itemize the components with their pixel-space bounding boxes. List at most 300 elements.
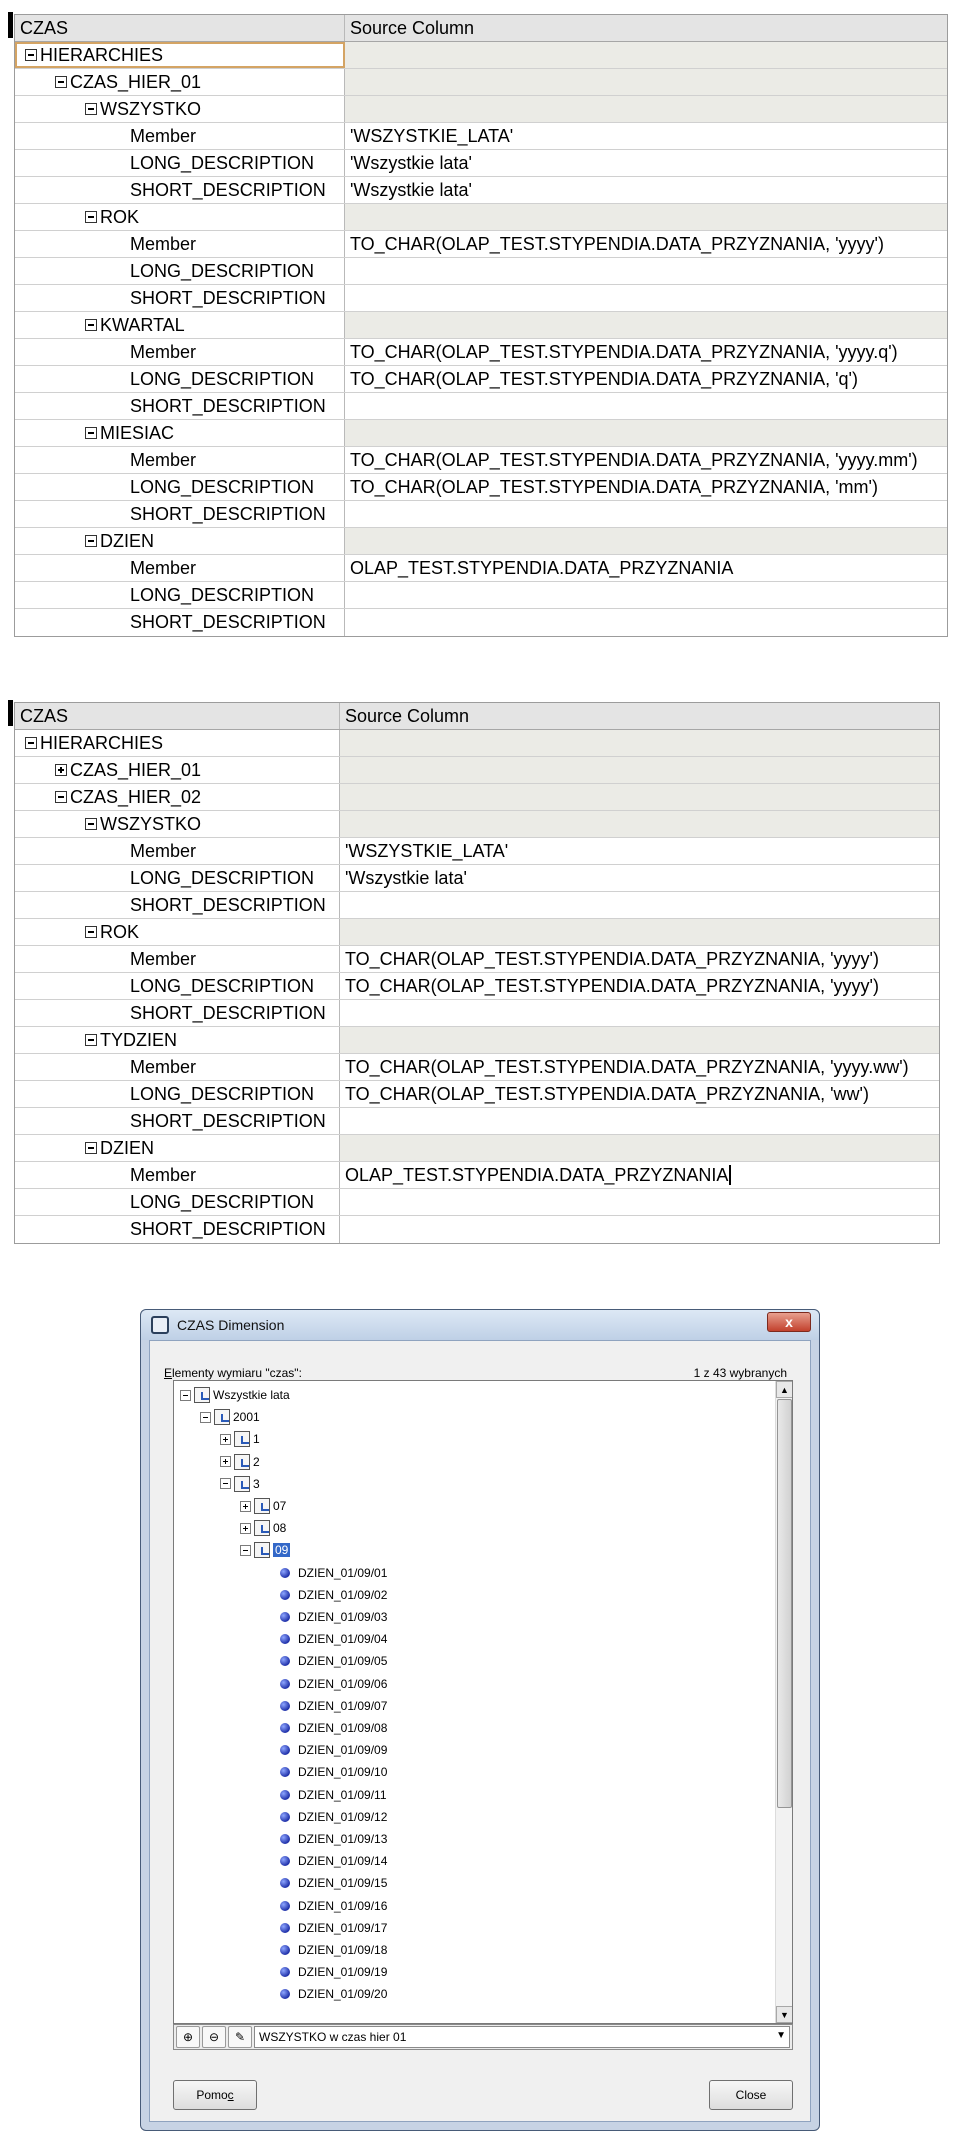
collapse-icon[interactable]	[85, 535, 97, 547]
row-label-cell[interactable]	[15, 582, 345, 608]
row-label: Member	[130, 1056, 197, 1077]
grid-row[interactable]	[15, 811, 939, 838]
source-column-cell[interactable]	[345, 231, 947, 257]
grid-row[interactable]	[15, 946, 939, 973]
column-header-source-column[interactable]: Source Column	[350, 17, 475, 38]
collapse-icon: ⊖	[208, 2030, 220, 2044]
row-label-cell[interactable]	[15, 42, 345, 68]
collapse-icon[interactable]	[55, 76, 67, 88]
grid-row[interactable]	[15, 42, 947, 69]
row-label: SHORT_DESCRIPTION	[130, 1219, 326, 1239]
tree-item-label: DZIEN_01/09/18	[298, 1943, 388, 1957]
tree-node[interactable]	[220, 1473, 260, 1495]
row-label: LONG_DESCRIPTION	[130, 368, 315, 389]
source-column-cell[interactable]	[340, 919, 939, 945]
grid-row[interactable]	[15, 1000, 939, 1027]
expand-icon: ⊕	[182, 2030, 194, 2044]
hierarchy-level-icon	[234, 1476, 250, 1492]
grid-row[interactable]	[15, 973, 939, 1000]
source-column-cell[interactable]	[345, 123, 947, 149]
row-label: SHORT_DESCRIPTION	[130, 395, 326, 416]
tree-item-label: 09	[275, 1543, 289, 1558]
text-caret	[729, 1165, 731, 1185]
grid-row[interactable]	[15, 285, 947, 312]
elements-label: Elementy wymiaru "czas":	[164, 1366, 302, 1380]
tree-item-label: 1	[253, 1432, 260, 1447]
row-label: LONG_DESCRIPTION	[130, 1191, 315, 1212]
source-column-cell[interactable]	[345, 501, 947, 527]
tree-item-label: DZIEN_01/09/12	[298, 1809, 388, 1824]
grid-row[interactable]	[15, 366, 947, 393]
source-column-cell[interactable]	[340, 865, 939, 891]
tree-leaf-item[interactable]	[280, 1650, 387, 1672]
source-column-cell[interactable]	[340, 1189, 939, 1215]
source-column-cell[interactable]	[340, 757, 939, 783]
row-label: LONG_DESCRIPTION	[130, 152, 315, 173]
tree-node[interactable]	[240, 1495, 286, 1517]
expand-all-button[interactable]	[176, 2026, 200, 2048]
tree-node[interactable]	[180, 1384, 290, 1406]
tree-item-label: DZIEN_01/09/15	[298, 1876, 388, 1891]
member-dot-icon	[280, 1967, 290, 1977]
grid-row[interactable]	[15, 204, 947, 231]
row-label: SHORT_DESCRIPTION	[130, 894, 326, 915]
source-column-cell[interactable]	[340, 1135, 939, 1161]
grid-row[interactable]	[15, 838, 939, 865]
row-label: HIERARCHIES	[40, 732, 164, 753]
grid-row[interactable]	[15, 609, 947, 636]
source-column-cell[interactable]	[340, 1000, 939, 1026]
column-header-czas[interactable]: CZAS	[15, 703, 340, 729]
grid-row[interactable]	[15, 730, 939, 757]
hierarchy-level-icon	[254, 1520, 270, 1536]
grid-row[interactable]	[15, 919, 939, 946]
tree-leaf-item[interactable]	[280, 1850, 387, 1872]
collapse-all-button[interactable]	[202, 2026, 226, 2048]
grid-row[interactable]	[15, 1027, 939, 1054]
member-dot-icon	[280, 1745, 290, 1755]
row-label: DZIEN	[100, 1137, 154, 1158]
collapse-icon[interactable]	[85, 427, 97, 439]
source-column-value: TO_CHAR(OLAP_TEST.STYPENDIA.DATA_PRZYZNANIA, 'yyyy')	[345, 975, 879, 996]
czas-dimension-dialog	[140, 1309, 820, 2131]
grid-row[interactable]	[15, 447, 947, 474]
scrollbar-thumb[interactable]	[777, 1399, 792, 1808]
source-column-cell[interactable]	[340, 1054, 939, 1080]
row-label: Member	[130, 341, 197, 362]
tree-item-label: 2001	[233, 1410, 260, 1425]
grid-row[interactable]	[15, 892, 939, 919]
expand-icon[interactable]	[220, 1456, 231, 1467]
tree-item-label: Wszystkie lata	[213, 1388, 290, 1402]
dialog-titlebar[interactable]	[141, 1310, 819, 1340]
grid-header	[15, 703, 939, 730]
row-label: SHORT_DESCRIPTION	[130, 1110, 326, 1131]
source-column-value: 'Wszystkie lata'	[345, 867, 467, 888]
tree-leaf-item[interactable]	[280, 1584, 387, 1606]
grid-row[interactable]	[15, 1054, 939, 1081]
tree-leaf-item[interactable]	[280, 1806, 387, 1828]
dialog-title: CZAS Dimension	[177, 1317, 285, 1333]
grid-row[interactable]	[15, 1189, 939, 1216]
row-label: LONG_DESCRIPTION	[130, 1083, 315, 1104]
edge-marker	[8, 700, 13, 726]
grid-row[interactable]	[15, 150, 947, 177]
member-dot-icon	[280, 1701, 290, 1711]
row-label-cell[interactable]	[15, 609, 345, 636]
row-label-cell[interactable]	[15, 838, 340, 864]
row-label-cell[interactable]	[15, 730, 340, 756]
tree-item-label: DZIEN_01/09/03	[298, 1610, 388, 1624]
tree-item-label: DZIEN_01/09/06	[298, 1676, 388, 1691]
expand-icon[interactable]	[220, 1434, 231, 1445]
row-label: SHORT_DESCRIPTION	[130, 287, 326, 308]
grid-row[interactable]	[15, 582, 947, 609]
collapse-icon[interactable]	[85, 1034, 97, 1046]
tree-leaf-item[interactable]	[280, 1917, 387, 1939]
source-column-value: TO_CHAR(OLAP_TEST.STYPENDIA.DATA_PRZYZNANIA, 'yyyy.q')	[350, 341, 898, 362]
edge-marker	[8, 12, 13, 38]
row-label-cell[interactable]	[15, 946, 340, 972]
grid-row[interactable]	[15, 96, 947, 123]
grid-row[interactable]	[15, 865, 939, 892]
grid-row[interactable]	[15, 1081, 939, 1108]
tree-leaf-item[interactable]	[280, 1606, 387, 1628]
source-column-cell[interactable]	[345, 366, 947, 392]
member-dot-icon	[280, 1945, 290, 1955]
hierarchy-level-icon	[254, 1542, 270, 1558]
grid-row[interactable]	[15, 393, 947, 420]
collapse-icon[interactable]	[200, 1412, 211, 1423]
row-label-cell[interactable]	[15, 1027, 340, 1053]
source-column-cell[interactable]	[340, 811, 939, 837]
row-label-cell[interactable]	[15, 420, 345, 446]
source-column-cell[interactable]	[345, 312, 947, 338]
source-column-cell[interactable]	[340, 973, 939, 999]
member-dot-icon	[280, 1723, 290, 1733]
row-label-cell[interactable]	[15, 919, 340, 945]
tree-item-label: DZIEN_01/09/04	[298, 1632, 388, 1647]
vertical-scrollbar[interactable]	[775, 1381, 792, 2023]
collapse-icon[interactable]	[240, 1545, 251, 1556]
row-label: LONG_DESCRIPTION	[130, 867, 315, 888]
tree-item-label: DZIEN_01/09/19	[298, 1965, 388, 1980]
dimension-icon	[151, 1316, 169, 1334]
row-label: SHORT_DESCRIPTION	[130, 1002, 326, 1023]
tree-item-label: DZIEN_01/09/08	[298, 1721, 388, 1735]
tree-item-label: DZIEN_01/09/02	[298, 1587, 388, 1602]
tree-leaf-item[interactable]	[280, 1761, 387, 1783]
source-column-cell[interactable]	[340, 1081, 939, 1107]
source-column-value: TO_CHAR(OLAP_TEST.STYPENDIA.DATA_PRZYZNANIA, 'yyyy.mm')	[350, 449, 918, 470]
grid-row[interactable]	[15, 1162, 939, 1189]
hierarchy-button[interactable]	[228, 2026, 252, 2048]
grid-row[interactable]	[15, 177, 947, 204]
tree-item-label: DZIEN_01/09/10	[298, 1765, 388, 1780]
collapse-icon[interactable]	[85, 926, 97, 938]
row-label: ROK	[100, 206, 140, 227]
source-column-cell[interactable]	[345, 339, 947, 365]
source-column-cell[interactable]	[340, 1216, 939, 1243]
row-label-cell[interactable]	[15, 1054, 340, 1080]
hierarchy-icon: ✎	[234, 2030, 246, 2044]
source-column-cell[interactable]	[345, 420, 947, 446]
member-dot-icon	[280, 1856, 290, 1866]
collapse-icon[interactable]	[85, 319, 97, 331]
tree-leaf-item[interactable]	[280, 1739, 387, 1761]
row-label-cell[interactable]	[15, 811, 340, 837]
close-button[interactable]: Close	[709, 2080, 793, 2110]
member-dot-icon	[280, 1634, 290, 1644]
tree-node[interactable]	[240, 1517, 286, 1539]
row-label-cell[interactable]	[15, 285, 345, 311]
expand-icon[interactable]	[55, 764, 67, 776]
grid-row[interactable]	[15, 1108, 939, 1135]
source-column-cell[interactable]	[345, 447, 947, 473]
hierarchy-level-icon	[254, 1498, 270, 1514]
hierarchy-level-icon	[234, 1454, 250, 1470]
source-column-cell[interactable]	[340, 1027, 939, 1053]
tree-leaf-item[interactable]	[280, 1628, 387, 1650]
row-label: SHORT_DESCRIPTION	[130, 503, 326, 524]
grid-row[interactable]	[15, 555, 947, 582]
tree-leaf-item[interactable]	[280, 1983, 387, 2005]
source-column-cell[interactable]	[340, 838, 939, 864]
row-label-cell[interactable]	[15, 784, 340, 810]
grid-row[interactable]	[15, 339, 947, 366]
selection-count: 1 z 43 wybranych	[693, 1366, 787, 1380]
source-column-cell[interactable]	[345, 150, 947, 176]
tree-item-label: DZIEN_01/09/13	[298, 1832, 388, 1846]
member-dot-icon	[280, 1590, 290, 1600]
hierarchy-select[interactable]: WSZYSTKO w czas hier 01 ▼	[254, 2026, 790, 2048]
scroll-down-icon[interactable]: ▼	[776, 2006, 793, 2023]
member-dot-icon	[280, 1834, 290, 1844]
tree-leaf-item[interactable]	[280, 1695, 387, 1717]
collapse-icon[interactable]	[25, 49, 37, 61]
tree-leaf-item[interactable]	[280, 1717, 387, 1739]
collapse-icon[interactable]	[85, 211, 97, 223]
row-label-cell[interactable]	[15, 892, 340, 918]
row-label-cell[interactable]	[15, 150, 345, 176]
tree-item-label: DZIEN_01/09/20	[298, 1987, 388, 2002]
source-column-cell[interactable]	[345, 69, 947, 95]
grid-row[interactable]	[15, 528, 947, 555]
row-label: SHORT_DESCRIPTION	[130, 179, 326, 200]
source-column-cell[interactable]	[340, 1108, 939, 1134]
grid-row[interactable]	[15, 420, 947, 447]
grid-row[interactable]	[15, 123, 947, 150]
row-label: Member	[130, 948, 197, 969]
row-label: Member	[130, 557, 197, 578]
tree-leaf-item[interactable]	[280, 1961, 387, 1983]
row-label-cell[interactable]	[15, 366, 345, 392]
source-column-cell[interactable]	[345, 42, 947, 68]
grid-row[interactable]	[15, 312, 947, 339]
row-label: CZAS_HIER_01	[70, 759, 202, 780]
row-label-cell[interactable]	[15, 1216, 340, 1243]
source-column-value: TO_CHAR(OLAP_TEST.STYPENDIA.DATA_PRZYZNANIA, 'yyyy')	[345, 948, 879, 969]
row-label: Member	[130, 125, 197, 146]
row-label-cell[interactable]	[15, 312, 345, 338]
row-label-cell[interactable]	[15, 528, 345, 554]
source-mapping-grid-2	[14, 702, 940, 1244]
dimension-members-tree[interactable]	[173, 1380, 793, 2024]
row-label: ROK	[100, 921, 140, 942]
row-label-cell[interactable]	[15, 177, 345, 203]
source-column-cell[interactable]	[345, 285, 947, 311]
member-dot-icon	[280, 1679, 290, 1689]
row-label: WSZYSTKO	[100, 813, 202, 834]
source-column-value: 'Wszystkie lata'	[350, 152, 472, 173]
row-label-cell[interactable]	[15, 96, 345, 122]
row-label: LONG_DESCRIPTION	[130, 584, 315, 605]
tree-item-label: 07	[273, 1499, 287, 1513]
row-label: LONG_DESCRIPTION	[130, 260, 315, 281]
row-label: LONG_DESCRIPTION	[130, 975, 315, 996]
tree-leaf-item[interactable]	[280, 1784, 387, 1806]
grid-row[interactable]	[15, 1216, 939, 1243]
source-column-cell[interactable]	[345, 528, 947, 554]
grid-row[interactable]	[15, 501, 947, 528]
member-dot-icon	[280, 1989, 290, 1999]
source-column-value: TO_CHAR(OLAP_TEST.STYPENDIA.DATA_PRZYZNANIA, 'yyyy')	[350, 233, 884, 254]
expand-icon[interactable]	[240, 1523, 251, 1534]
row-label-cell[interactable]	[15, 1162, 340, 1188]
column-header-source-column[interactable]: Source Column	[345, 705, 470, 726]
row-label-cell[interactable]	[15, 204, 345, 230]
collapse-icon[interactable]	[85, 818, 97, 830]
tree-node[interactable]	[240, 1539, 290, 1561]
source-column-cell[interactable]	[345, 177, 947, 203]
grid-row[interactable]	[15, 784, 939, 811]
tree-item-label: 08	[273, 1521, 287, 1536]
source-mapping-grid-1	[14, 14, 948, 637]
row-label: KWARTAL	[100, 314, 185, 335]
row-label: WSZYSTKO	[100, 98, 202, 119]
source-column-cell[interactable]	[345, 609, 947, 636]
row-label: HIERARCHIES	[40, 44, 164, 65]
source-column-cell[interactable]	[340, 892, 939, 918]
tree-leaf-item[interactable]	[280, 1828, 387, 1850]
row-label-cell[interactable]	[15, 757, 340, 783]
collapse-icon[interactable]	[85, 103, 97, 115]
row-label-cell[interactable]	[15, 69, 345, 95]
row-label-cell[interactable]	[15, 973, 340, 999]
source-column-cell[interactable]	[345, 393, 947, 419]
member-dot-icon	[280, 1790, 290, 1800]
tree-item-label: DZIEN_01/09/01	[298, 1565, 388, 1580]
source-column-cell[interactable]	[340, 730, 939, 756]
source-column-cell[interactable]	[345, 582, 947, 608]
source-column-cell[interactable]	[340, 784, 939, 810]
expand-icon[interactable]	[240, 1501, 251, 1512]
hierarchy-level-icon	[234, 1431, 250, 1447]
row-label-cell[interactable]	[15, 447, 345, 473]
chevron-down-icon: ▼	[776, 2030, 786, 2041]
tree-item-label: DZIEN_01/09/17	[298, 1920, 388, 1935]
row-label-cell[interactable]	[15, 501, 345, 527]
member-dot-icon	[280, 1767, 290, 1777]
column-header-czas[interactable]: CZAS	[15, 15, 345, 41]
grid-row[interactable]	[15, 69, 947, 96]
collapse-icon[interactable]	[85, 1142, 97, 1154]
tree-item-label: DZIEN_01/09/07	[298, 1698, 388, 1713]
row-label-cell[interactable]	[15, 123, 345, 149]
row-label: Member	[130, 1164, 197, 1185]
source-column-cell[interactable]	[345, 474, 947, 500]
tree-node[interactable]	[220, 1428, 260, 1450]
row-label-cell[interactable]	[15, 865, 340, 891]
member-dot-icon	[280, 1812, 290, 1822]
tree-leaf-item[interactable]	[280, 1939, 387, 1961]
member-dot-icon	[280, 1656, 290, 1666]
row-label-cell[interactable]	[15, 1135, 340, 1161]
row-label-cell[interactable]	[15, 1000, 340, 1026]
grid-row[interactable]	[15, 474, 947, 501]
collapse-icon[interactable]	[180, 1390, 191, 1401]
row-label: LONG_DESCRIPTION	[130, 476, 315, 497]
row-label-cell[interactable]	[15, 339, 345, 365]
row-label-cell[interactable]	[15, 1108, 340, 1134]
grid-row[interactable]	[15, 1135, 939, 1162]
row-label-cell[interactable]	[15, 474, 345, 500]
hierarchy-level-icon	[194, 1387, 210, 1403]
help-button[interactable]: Pomo c	[173, 2080, 257, 2110]
row-label: Member	[130, 840, 197, 861]
row-label-cell[interactable]	[15, 258, 345, 284]
source-column-cell[interactable]	[340, 1162, 939, 1188]
row-label-cell[interactable]	[15, 231, 345, 257]
close-icon: x	[785, 1314, 793, 1330]
grid-row[interactable]	[15, 231, 947, 258]
source-column-value: OLAP_TEST.STYPENDIA.DATA_PRZYZNANIA	[345, 1164, 729, 1185]
grid-header	[15, 15, 947, 42]
row-label-cell[interactable]	[15, 1081, 340, 1107]
tree-node[interactable]	[200, 1406, 260, 1428]
source-column-cell[interactable]	[345, 204, 947, 230]
row-label: MIESIAC	[100, 422, 175, 443]
tree-node[interactable]	[220, 1451, 260, 1473]
grid-row[interactable]	[15, 757, 939, 784]
tree-item-label: DZIEN_01/09/05	[298, 1654, 388, 1669]
source-column-value: TO_CHAR(OLAP_TEST.STYPENDIA.DATA_PRZYZNANIA, 'mm')	[350, 476, 878, 497]
member-dot-icon	[280, 1923, 290, 1933]
tree-leaf-item[interactable]	[280, 1895, 387, 1917]
scroll-up-icon[interactable]: ▲	[776, 1381, 793, 1398]
source-column-value: TO_CHAR(OLAP_TEST.STYPENDIA.DATA_PRZYZNANIA, 'q')	[350, 368, 858, 389]
collapse-icon[interactable]	[55, 791, 67, 803]
close-window-button[interactable]	[767, 1312, 811, 1332]
tree-item-label: DZIEN_01/09/14	[298, 1854, 388, 1869]
source-column-cell[interactable]	[340, 946, 939, 972]
tree-item-label: DZIEN_01/09/16	[298, 1898, 388, 1913]
tree-leaf-item[interactable]	[280, 1562, 387, 1584]
row-label-cell[interactable]	[15, 1189, 340, 1215]
collapse-icon[interactable]	[220, 1478, 231, 1489]
collapse-icon[interactable]	[25, 737, 37, 749]
row-label: CZAS_HIER_01	[70, 71, 202, 92]
tree-leaf-item[interactable]	[280, 1673, 387, 1695]
grid-row[interactable]	[15, 258, 947, 285]
row-label-cell[interactable]	[15, 393, 345, 419]
hierarchy-toolbar	[173, 2024, 793, 2050]
row-label-cell[interactable]	[15, 555, 345, 581]
source-column-cell[interactable]	[345, 555, 947, 581]
tree-leaf-item[interactable]	[280, 1872, 387, 1894]
source-column-cell[interactable]	[345, 96, 947, 122]
source-column-cell[interactable]	[345, 258, 947, 284]
